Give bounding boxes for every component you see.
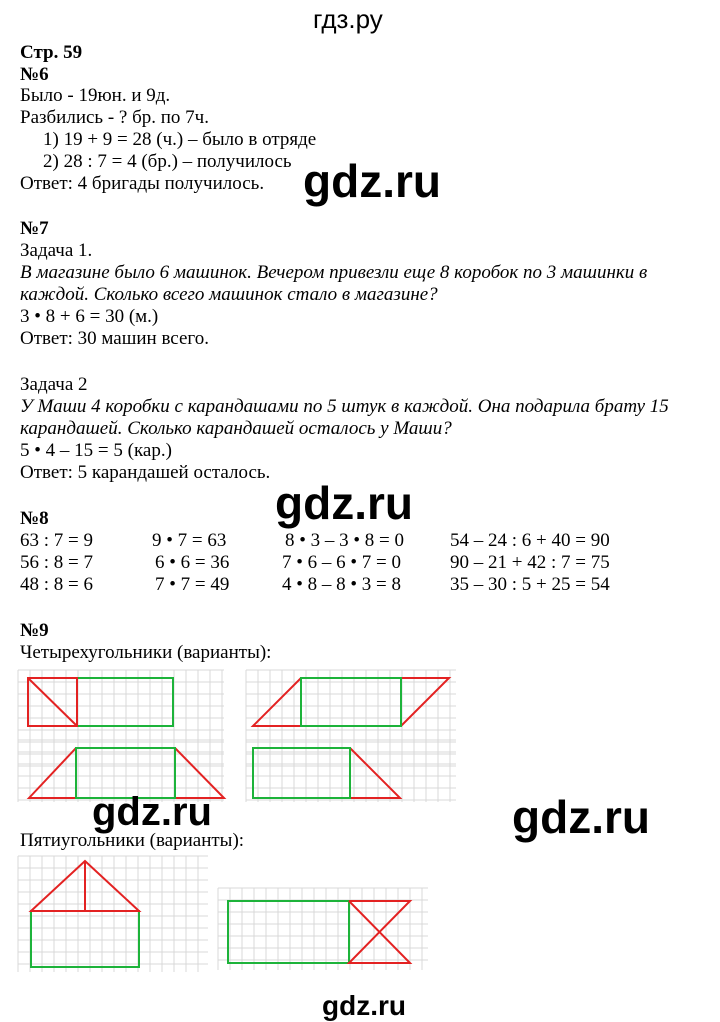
watermark: gdz.ru <box>92 790 212 834</box>
green-rectangle <box>28 678 173 726</box>
watermark: gdz.ru <box>512 791 650 843</box>
task7-problem1-answer: Ответ: 30 машин всего. <box>20 328 209 349</box>
green-rectangle <box>31 911 139 967</box>
task8-cell: 90 – 21 + 42 : 7 = 75 <box>450 552 610 573</box>
task7-problem1-text: В магазине было 6 машинок. Вечером привезли еще 8 коробок по 3 машинки в <box>20 262 648 283</box>
task6-line: Было - 19юн. и 9д. <box>20 85 171 106</box>
task6-step: 2) 28 : 7 = 4 (бр.) – получилось <box>43 151 292 172</box>
task8-cell: 7 • 7 = 49 <box>155 574 230 595</box>
task8-cell: 56 : 8 = 7 <box>20 552 93 573</box>
task7-number: №7 <box>20 218 49 239</box>
watermark: gdz.ru <box>303 155 441 207</box>
task7-problem2-answer: Ответ: 5 карандашей осталось. <box>20 462 271 483</box>
red-hourglass <box>349 901 410 963</box>
grid-quad-4 <box>246 740 456 802</box>
grid-pent-1 <box>18 856 208 972</box>
site-header: гдз.ру <box>313 4 383 34</box>
task7-problem2-text: карандашей. Сколько карандашей осталось у Маши? <box>20 418 452 439</box>
red-diagonal <box>28 678 77 726</box>
page-label: Стр. 59 <box>20 42 83 63</box>
task6-answer: Ответ: 4 бригады получилось. <box>20 173 265 194</box>
watermark-footer: gdz.ru <box>322 990 406 1021</box>
task8-cell: 4 • 8 – 8 • 3 = 8 <box>282 574 402 595</box>
green-rectangle <box>253 748 350 798</box>
green-rectangle <box>301 678 401 726</box>
task7-problem2-text: У Маши 4 коробки с карандашами по 5 штук в каждой. Она подарила брату 15 <box>20 396 669 417</box>
task8-cell: 63 : 7 = 9 <box>20 530 93 551</box>
task6-number: №6 <box>20 64 49 85</box>
task7-problem1-title: Задача 1. <box>20 240 93 261</box>
task8-cell: 35 – 30 : 5 + 25 = 54 <box>450 574 610 595</box>
watermark: gdz.ru <box>275 477 413 529</box>
task7-problem1-solution: 3 • 8 + 6 = 30 (м.) <box>20 306 159 327</box>
task8-cell: 48 : 8 = 6 <box>20 574 93 595</box>
quad-label: Четырехугольники (варианты): <box>20 642 272 663</box>
task8-cell: 54 – 24 : 6 + 40 = 90 <box>450 530 610 551</box>
task7-problem2-solution: 5 • 4 – 15 = 5 (кар.) <box>20 440 172 461</box>
task8-cell: 8 • 3 – 3 • 8 = 0 <box>285 530 405 551</box>
task8-number: №8 <box>20 508 49 529</box>
task8-cell: 9 • 7 = 63 <box>152 530 227 551</box>
task7-problem2-title: Задача 2 <box>20 374 88 395</box>
task9-number: №9 <box>20 620 49 641</box>
task6-line: Разбились - ? бр. по 7ч. <box>20 107 209 128</box>
grid-pent-2 <box>218 888 428 970</box>
pent-label: Пятиугольники (варианты): <box>20 830 245 851</box>
green-rectangle <box>228 901 349 963</box>
task8-cell: 7 • 6 – 6 • 7 = 0 <box>282 552 402 573</box>
task8-cell: 6 • 6 = 36 <box>155 552 230 573</box>
task7-problem1-text: каждой. Сколько всего машинок стало в магазине? <box>20 284 438 305</box>
task6-step: 1) 19 + 9 = 28 (ч.) – было в отряде <box>43 129 317 150</box>
